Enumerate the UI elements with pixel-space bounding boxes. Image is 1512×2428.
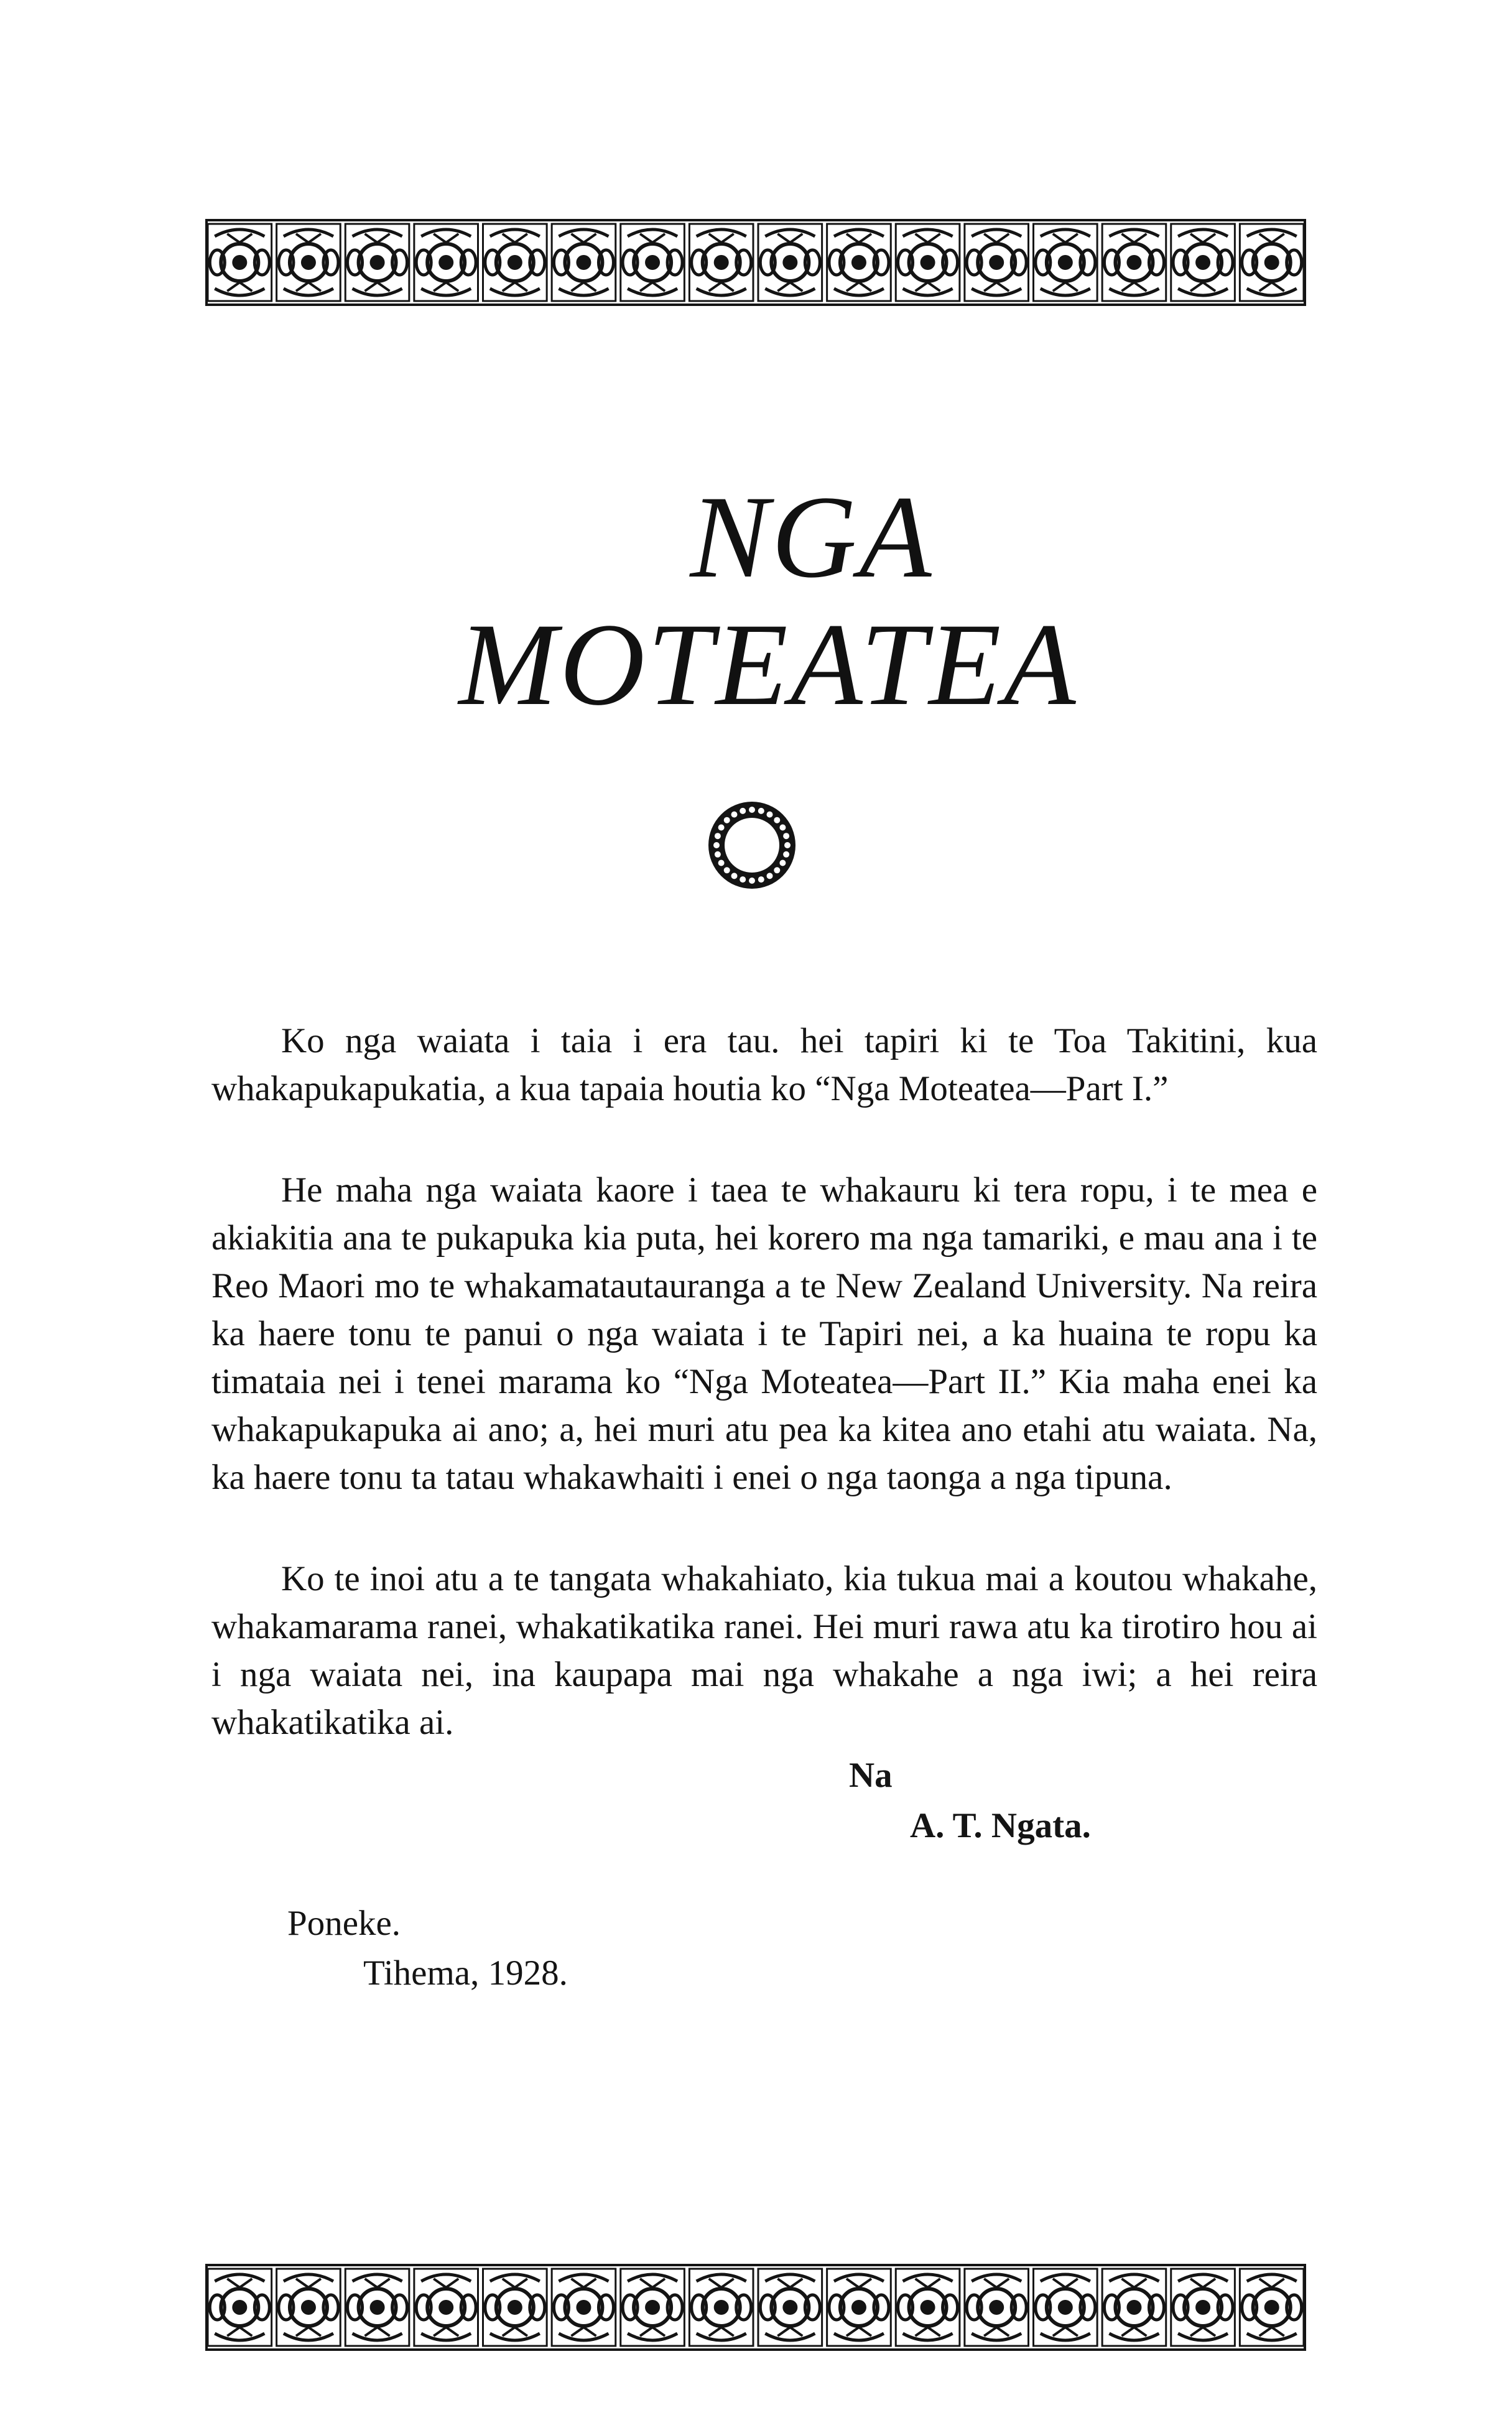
border-rosette-icon [758, 224, 822, 301]
border-rosette-icon [1034, 2269, 1098, 2346]
border-rosette-icon [277, 2269, 341, 2346]
border-rosette-icon [1034, 224, 1098, 301]
title-line-1: NGA [690, 472, 934, 603]
border-rosette-icon [414, 224, 478, 301]
paragraph-1-text: Ko nga waiata i taia i era tau. hei tapiri ki te Toa Takitini, kua whakapukapukatia, a kua tapaia houtia ko “Nga Moteatea—Part I.” [211, 1021, 1317, 1108]
wreath-ornament-icon [702, 795, 802, 896]
dateline-place: Poneke. [287, 1904, 401, 1943]
paragraph-2-text: He maha nga waiata kaore i taea te whakauru ki tera ropu, i te mea e akiakitia ana te pukapuka kia puta, hei korero ma nga tamariki, e mau ana i te Reo Maori mo te whakamatautauranga a te New Zealand University. Na reira ka haere tonu te panui o nga waiata i te Tapiri nei, a ka huaina te ropu ka timataia nei i tenei marama ko “Nga Moteatea—Part II.” Kia maha enei ka whakapukapuka ai ano; a, hei muri atu pea ka kitea ano etahi atu waiata. Na, ka haere tonu ta tatau whakawhaiti i enei o nga taonga a nga tipuna. [211, 1170, 1317, 1497]
border-rosette-icon [758, 2269, 822, 2346]
border-rosette-icon [1171, 2269, 1235, 2346]
border-rosette-icon [483, 2269, 547, 2346]
border-rosette-icon [1240, 224, 1304, 301]
paragraph-3-text: Ko te inoi atu a te tangata whakahiato, kia tukua mai a koutou whakahe, whakamarama ranei, whakatikatika ranei. Hei muri rawa atu ka tirotiro hou ai i nga waiata nei, ina kaupapa mai nga whakahe a nga iwi; a hei reira whakatikatika ai. [211, 1559, 1317, 1742]
border-rosette-icon [277, 224, 341, 301]
title-line-2: MOTEATEA [458, 600, 1078, 730]
border-rosette-icon [1171, 224, 1235, 301]
border-rosette-icon [965, 2269, 1029, 2346]
paragraph-2 [211, 1166, 1317, 1501]
border-rosette-icon [552, 2269, 616, 2346]
bottom-ornamental-border [205, 2264, 1306, 2351]
border-rosette-icon [827, 224, 891, 301]
paragraph-3 [211, 1555, 1317, 1746]
border-rosette-icon [689, 2269, 753, 2346]
border-rosette-icon [1102, 2269, 1166, 2346]
border-rosette-icon [965, 224, 1029, 301]
signature-name: A. T. Ngata. [910, 1806, 1091, 1845]
border-rosette-icon [896, 224, 960, 301]
border-rosette-icon [208, 224, 272, 301]
border-rosette-icon [896, 2269, 960, 2346]
border-rosette-icon [345, 224, 409, 301]
border-rosette-icon [827, 2269, 891, 2346]
border-rosette-icon [1102, 224, 1166, 301]
paragraph-1 [211, 1017, 1317, 1113]
border-rosette-icon [621, 2269, 685, 2346]
border-rosette-icon [552, 224, 616, 301]
top-ornamental-border [205, 219, 1306, 306]
border-rosette-icon [483, 224, 547, 301]
border-rosette-icon [621, 224, 685, 301]
border-rosette-icon [208, 2269, 272, 2346]
border-rosette-icon [414, 2269, 478, 2346]
border-rosette-icon [689, 224, 753, 301]
signature-na: Na [849, 1756, 893, 1795]
border-rosette-icon [1240, 2269, 1304, 2346]
dateline-date: Tihema, 1928. [363, 1953, 568, 1993]
border-rosette-icon [345, 2269, 409, 2346]
